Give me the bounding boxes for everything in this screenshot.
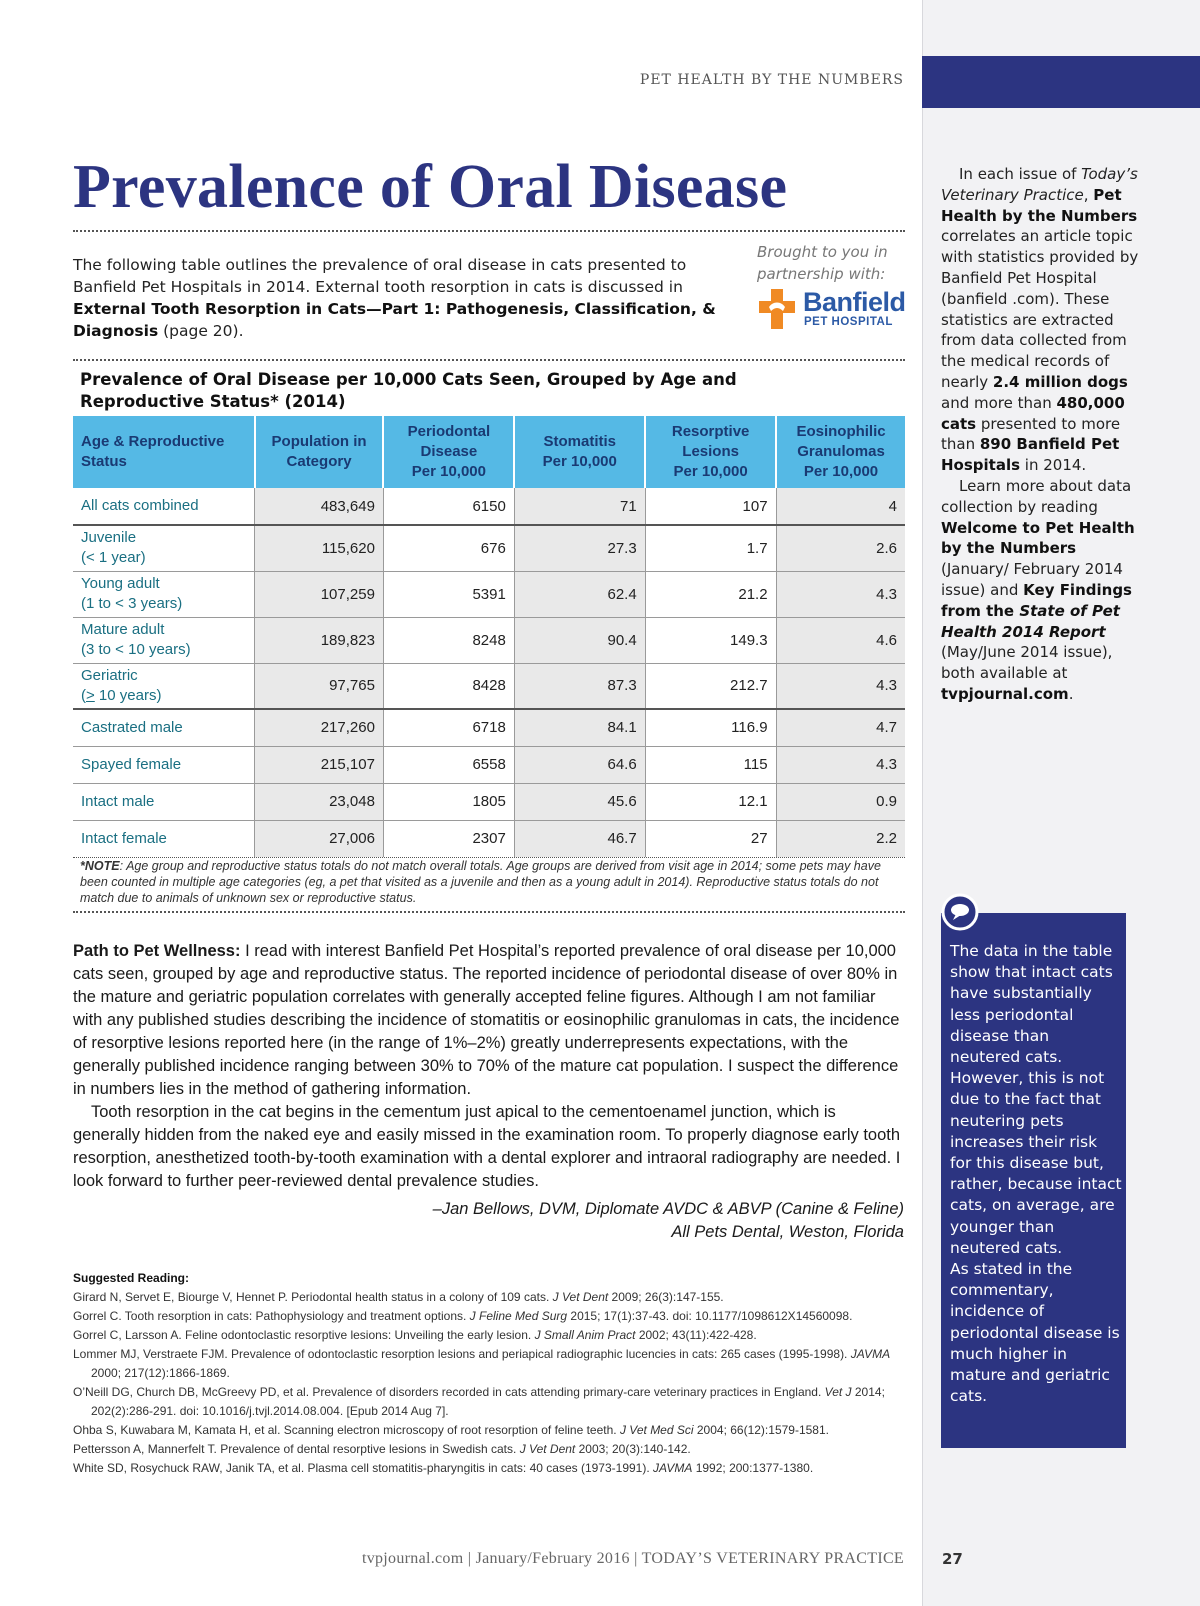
periodontal-cell: 676: [383, 525, 514, 571]
page-number: 27: [942, 1550, 963, 1568]
reference-item: Girard N, Servet E, Biourge V, Hennet P. Periodontal health status in a colony of 109 cats. J Vet Dent 2009; 26(3):147-155.: [73, 1290, 724, 1304]
population-cell: 189,823: [255, 617, 384, 663]
header-periodontal: Periodontal Disease Per 10,000: [383, 416, 514, 488]
table-row: [73, 709, 905, 746]
stomatitis-cell: 45.6: [514, 783, 645, 820]
population-cell: 483,649: [255, 488, 384, 525]
periodontal-cell: 6150: [383, 488, 514, 525]
reference-item: Lommer MJ, Verstraete FJM. Prevalence of odontoclastic resorption lesions and periapical radiographic lucencies in cats: 265 cases (1995-1998). JAVMA 2000; 217(12):1866-1869.: [73, 1347, 891, 1380]
intro-page-ref: (page 20).: [158, 322, 244, 340]
sidebar-paragraph: In each issue of Today’s Veterinary Practice, Pet Health by the Numbers correlates an article topic with statistics provided by Banfield Pet Hospital (banfield .com). These statistics are extracted from data collected from the medical records of nearly 2.4 million dogs and more than 480,000 cats presented to more than 890 Banfield Pet Hospitals in 2014.: [941, 165, 1139, 475]
header-stomatitis: Stomatitis Per 10,000: [514, 416, 645, 488]
commentary: [73, 940, 905, 1193]
row-label: Castrated male: [73, 709, 255, 746]
periodontal-cell: 2307: [383, 820, 514, 857]
reference-item: Pettersson A, Mannerfelt T. Prevalence of dental resorptive lesions in Swedish cats. J Vet Dent 2003; 20(3):140-142.: [73, 1442, 691, 1456]
row-label: Geriatric (> 10 years): [73, 663, 255, 709]
sidebar-intro: [941, 164, 1141, 705]
table-row: [73, 571, 905, 617]
row-label: Juvenile (< 1 year): [73, 525, 255, 571]
section-label: PET HEALTH BY THE NUMBERS: [639, 72, 904, 88]
resorptive-cell: 1.7: [645, 525, 776, 571]
stomatitis-cell: 27.3: [514, 525, 645, 571]
commentary-divider: [73, 911, 905, 913]
population-cell: 27,006: [255, 820, 384, 857]
row-label: Intact male: [73, 783, 255, 820]
eosinophilic-cell: 4.7: [776, 709, 905, 746]
row-label: Spayed female: [73, 746, 255, 783]
row-label: All cats combined: [73, 488, 255, 525]
article-title: Prevalence of Oral Disease: [73, 153, 788, 221]
reference-item: Ohba S, Kuwabara M, Kamata H, et al. Scanning electron microscopy of root resorption of feline teeth. J Vet Med Sci 2004; 66(12):1579-1581.: [73, 1423, 829, 1437]
sponsor-caption-line2: partnership with:: [757, 265, 886, 283]
suggested-reading-heading: Suggested Reading:: [73, 1271, 190, 1285]
eosinophilic-cell: 4.3: [776, 571, 905, 617]
stomatitis-cell: 71: [514, 488, 645, 525]
article-intro: [73, 254, 738, 342]
commentary-author: –Jan Bellows, DVM, Diplomate AVDC & ABVP (Canine & Feline): [432, 1200, 904, 1218]
table-note: [80, 858, 890, 906]
population-cell: 217,260: [255, 709, 384, 746]
periodontal-cell: 1805: [383, 783, 514, 820]
stomatitis-cell: 46.7: [514, 820, 645, 857]
speech-bubble-icon: [940, 892, 980, 932]
table-header-row: [73, 416, 905, 488]
tvpjournal-link: tvpjournal.com: [941, 684, 1069, 703]
population-cell: 97,765: [255, 663, 384, 709]
banfield-cross-icon: [757, 287, 797, 331]
callout-paragraph: As stated in the commentary, incidence of periodontal disease is much higher in mature and geriatric cats.: [950, 1260, 1120, 1406]
reference-item: Gorrel C, Larsson A. Feline odontoclastic resorptive lesions: Unveiling the early lesion. J Small Anim Pract 2002; 43(11):422-428.: [73, 1328, 757, 1342]
header-eosinophilic: Eosinophilic Granulomas Per 10,000: [776, 416, 905, 488]
eosinophilic-cell: 4: [776, 488, 905, 525]
population-cell: 23,048: [255, 783, 384, 820]
title-divider: [73, 230, 905, 232]
intro-text: The following table outlines the prevalence of oral disease in cats presented to Banfield Pet Hospitals in 2014. External tooth resorption in cats is discussed in: [73, 256, 687, 296]
callout-text: [950, 941, 1122, 1407]
eosinophilic-cell: 2.6: [776, 525, 905, 571]
commentary-affiliation: All Pets Dental, Weston, Florida: [671, 1223, 904, 1241]
table-row: [73, 783, 905, 820]
population-cell: 115,620: [255, 525, 384, 571]
table-top-divider: [73, 359, 905, 361]
callout-paragraph: The data in the table show that intact cats have substantially less periodontal disease than neutered cats. However, this is not due to the fact that neutering pets increases their risk for this disease but, rather, because intact cats, on average, are younger than neutered cats.: [950, 942, 1122, 1257]
suggested-reading: [73, 1269, 905, 1478]
sponsor-caption: [757, 241, 888, 285]
table-row: [73, 663, 905, 709]
periodontal-cell: 6558: [383, 746, 514, 783]
table-title: Prevalence of Oral Disease per 10,000 Cats Seen, Grouped by Age and Reproductive Status* (2014): [80, 370, 737, 411]
eosinophilic-cell: 2.2: [776, 820, 905, 857]
header-age-status: Age & Reproductive Status: [73, 416, 255, 488]
commentary-lead: Path to Pet Wellness:: [73, 942, 241, 960]
resorptive-cell: 149.3: [645, 617, 776, 663]
resorptive-cell: 107: [645, 488, 776, 525]
resorptive-cell: 21.2: [645, 571, 776, 617]
note-text: : Age group and reproductive status totals do not match overall totals. Age groups are derived from visit age in 2014; some pets may have been counted in multiple age categories (eg, a pet that visited as a juvenile and then as a young adult in 2014). Reproductive status totals do not match due to animals of unknown sex or reproductive status.: [80, 859, 881, 905]
resorptive-cell: 212.7: [645, 663, 776, 709]
stomatitis-cell: 90.4: [514, 617, 645, 663]
periodontal-cell: 5391: [383, 571, 514, 617]
sidebar-paragraph: Learn more about data collection by reading Welcome to Pet Health by the Numbers (January/ February 2014 issue) and Key Findings from the State of Pet Health 2014 Report (May/June 2014 issue), both available at tvpjournal.com.: [941, 476, 1135, 703]
commentary-paragraph: Path to Pet Wellness: I read with interest Banfield Pet Hospital’s reported prevalence of oral disease per 10,000 cats seen, grouped by age and reproductive status. The reported incidence of periodontal disease of over 80% in the mature and geriatric population correlates with generally accepted feline figures. Although I am not familiar with any published studies describing the incidence of stomatitis or eosinophilic granulomas in cats, the incidence of resorptive lesions reported here (in the range of 1%–2%) greatly underrepresents expectations, with the generally published incidence ranging between 30% to 70% of the mature cat population. I suspect the difference in numbers lies in the method of gathering information.: [73, 942, 900, 1098]
banfield-wordmark: Banfield: [803, 287, 906, 317]
sidebar-header-bar: [922, 56, 1200, 108]
header-resorptive: Resorptive Lesions Per 10,000: [645, 416, 776, 488]
reference-item: O’Neill DG, Church DB, McGreevy PD, et al. Prevalence of disorders recorded in cats attending primary-care veterinary practices in England. Vet J 2014; 202(2):286-291. doi: 10.1016/j.tvjl.2014.08.004. [Epub 2014 Aug 7].: [73, 1385, 885, 1418]
reference-item: Gorrel C. Tooth resorption in cats: Pathophysiology and treatment options. J Feline Med Surg 2015; 17(1):37-43. doi: 10.1177/1098612X14560098.: [73, 1309, 853, 1323]
row-label: Intact female: [81, 829, 167, 847]
header-population: Population in Category: [255, 416, 384, 488]
stomatitis-cell: 62.4: [514, 571, 645, 617]
eosinophilic-cell: 0.9: [776, 783, 905, 820]
population-cell: 215,107: [255, 746, 384, 783]
eosinophilic-cell: 4.3: [776, 663, 905, 709]
periodontal-cell: 8428: [383, 663, 514, 709]
banfield-logo: [757, 287, 907, 333]
banfield-subtitle: PET HOSPITAL: [804, 316, 893, 328]
periodontal-cell: 8248: [383, 617, 514, 663]
table-row: [73, 488, 905, 525]
note-label: *NOTE: [80, 859, 120, 873]
resorptive-cell: 116.9: [645, 709, 776, 746]
stomatitis-cell: 64.6: [514, 746, 645, 783]
periodontal-cell: 6718: [383, 709, 514, 746]
commentary-paragraph: Tooth resorption in the cat begins in the cementum just apical to the cementoenamel junction, which is generally hidden from the naked eye and easily missed in the examination room. To properly diagnose early tooth resorption, anesthetized tooth-by-tooth examination with a dental explorer and intraoral radiography are needed. I look forward to further peer-reviewed dental prevalence studies.: [73, 1103, 901, 1190]
row-label: Mature adult (3 to < 10 years): [73, 617, 255, 663]
row-label: Young adult (1 to < 3 years): [73, 571, 255, 617]
table-row: [73, 525, 905, 571]
prevalence-table: [73, 416, 905, 857]
eosinophilic-cell: 4.6: [776, 617, 905, 663]
stomatitis-cell: 84.1: [514, 709, 645, 746]
reference-item: White SD, Rosychuck RAW, Janik TA, et al. Plasma cell stomatitis-pharyngitis in cats: 40 cases (1973-1991). JAVMA 1992; 200:1377-1380.: [73, 1461, 814, 1475]
stomatitis-cell: 87.3: [514, 663, 645, 709]
table-row: [73, 617, 905, 663]
population-cell: 107,259: [255, 571, 384, 617]
resorptive-cell: 12.1: [645, 783, 776, 820]
table-row: [73, 820, 905, 857]
resorptive-cell: 27: [645, 820, 776, 857]
table-row: [73, 746, 905, 783]
resorptive-cell: 115: [645, 746, 776, 783]
page-footer: tvpjournal.com | January/February 2016 | TODAY’S VETERINARY PRACTICE: [361, 1550, 904, 1567]
eosinophilic-cell: 4.3: [776, 746, 905, 783]
sponsor-caption-line1: Brought to you in: [757, 243, 888, 261]
intro-article-link: External Tooth Resorption in Cats—Part 1: Pathogenesis, Classification, & Diagnosis: [73, 300, 716, 340]
